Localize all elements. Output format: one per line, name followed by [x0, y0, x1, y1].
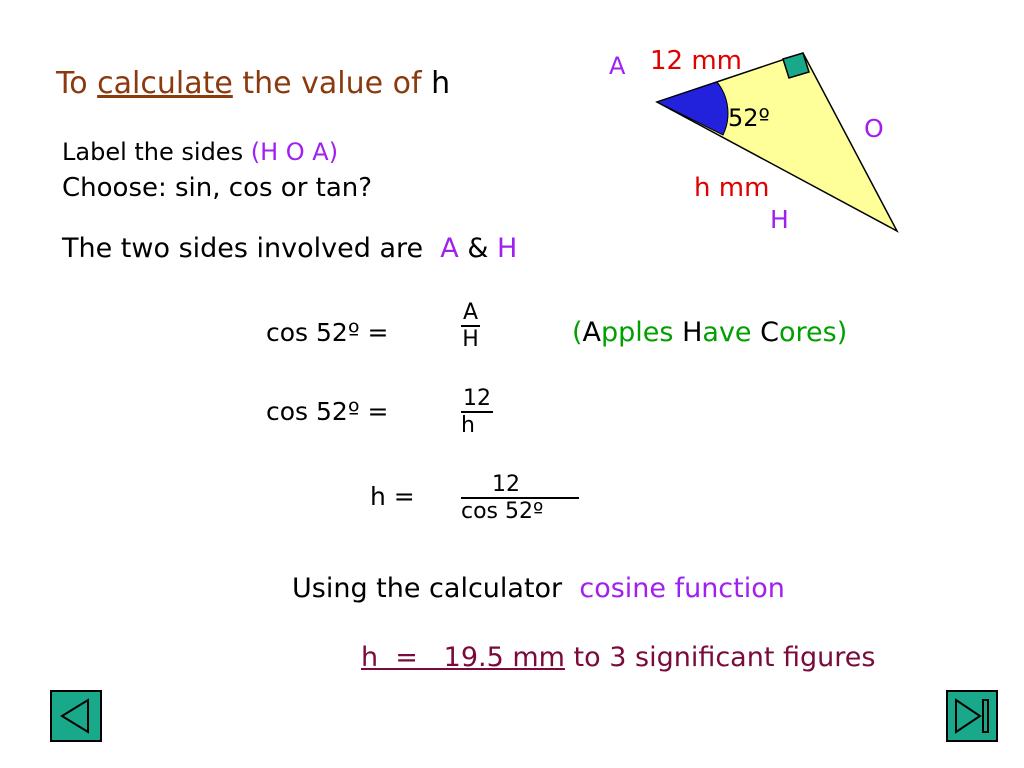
title-middle: the value of — [242, 66, 422, 101]
title-prefix: To — [56, 66, 88, 101]
equation-1-fraction — [461, 300, 480, 352]
slide-title — [56, 66, 450, 101]
label-sides-hoa: (H O A) — [250, 138, 339, 166]
diagram-label-h: H — [770, 205, 789, 234]
label-sides-text: Label the sides — [62, 138, 244, 166]
mnemonic-pples: pples — [601, 317, 674, 348]
mnemonic-c: C — [760, 317, 779, 348]
equation-1-lhs: cos 52º = — [266, 318, 389, 347]
title-keyword: calculate — [97, 66, 233, 101]
equation-2-fraction — [461, 386, 493, 438]
previous-triangle-icon — [52, 692, 100, 740]
mnemonic-open: ( — [572, 317, 583, 348]
equation-3-numerator: 12 — [461, 472, 579, 499]
choose-step: Choose: sin, cos or tan? — [62, 173, 373, 203]
equation-3-lhs: h = — [370, 482, 415, 511]
diagram-label-o: O — [864, 114, 884, 143]
side-h-label: H — [497, 233, 518, 264]
mnemonic — [572, 317, 847, 348]
equation-1-denominator: H — [462, 327, 479, 352]
last-slide-button[interactable] — [946, 690, 998, 742]
diagram-label-a: A — [609, 52, 626, 80]
equation-2-numerator: 12 — [463, 386, 491, 411]
equation-3-fraction — [461, 472, 579, 524]
equation-3-denominator: cos 52º — [461, 499, 544, 524]
mnemonic-ores: ores) — [779, 317, 848, 348]
equation-2-denominator: h — [461, 413, 475, 438]
calculator-text: Using the calculator — [292, 573, 563, 604]
mnemonic-a: A — [582, 317, 602, 348]
ampersand: & — [467, 233, 489, 264]
mnemonic-ave: ave — [702, 317, 752, 348]
diagram-angle-label: 52º — [728, 104, 770, 132]
equation-1-numerator: A — [463, 300, 479, 325]
sides-involved-step — [62, 233, 517, 264]
diagram-label-12mm: 12 mm — [650, 46, 743, 76]
sides-involved-text: The two sides involved are — [62, 233, 424, 264]
calculator-instruction — [292, 573, 785, 604]
diagram-label-hmm: h mm — [694, 173, 770, 203]
side-a-label: A — [440, 233, 459, 264]
label-sides-step — [62, 138, 338, 166]
previous-slide-button[interactable] — [50, 690, 102, 742]
equation-2-lhs: cos 52º = — [266, 397, 389, 426]
answer-value: h = 19.5 mm — [361, 642, 565, 673]
answer-line — [361, 642, 875, 673]
title-variable: h — [431, 66, 451, 101]
mnemonic-h: H — [682, 317, 703, 348]
answer-suffix: to 3 significant figures — [573, 642, 876, 673]
calculator-highlight: cosine function — [579, 573, 785, 604]
next-end-icon — [948, 692, 996, 740]
